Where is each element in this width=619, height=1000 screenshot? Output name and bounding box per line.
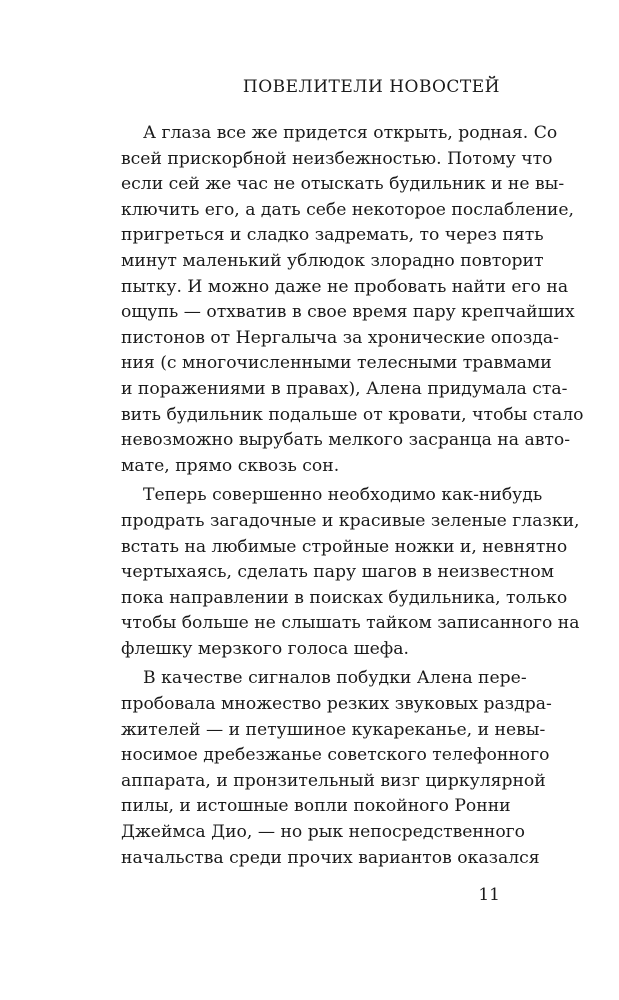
- running-title: ПОВЕЛИТЕЛИ НОВОСТЕЙ: [242, 77, 500, 97]
- text-line: всей прискорбной неизбежностью. Потому что: [121, 148, 553, 169]
- paragraph-2: [121, 483, 580, 662]
- text-line: В качестве сигналов побудки Алена пере-: [143, 668, 527, 689]
- paragraph-3: [121, 666, 552, 871]
- text-line: пригреться и сладко задремать, то через пять: [121, 225, 544, 246]
- text-line: продрать загадочные и красивые зеленые глазки,: [121, 510, 580, 531]
- text-line: если сей же час не отыскать будильник и не вы-: [121, 174, 565, 195]
- text-line: невозможно вырубать мелкого засранца на авто-: [121, 430, 571, 451]
- page-number: 11: [478, 885, 500, 905]
- text-line: начальства среди прочих вариантов оказался: [121, 847, 540, 868]
- text-line: носимое дребезжанье советского телефонного: [121, 745, 550, 766]
- text-line: мате, прямо сквозь сон.: [121, 455, 340, 476]
- text-line: пилы, и истошные вопли покойного Ронни: [121, 796, 511, 817]
- text-line: ключить его, а дать себе некоторое послабление,: [121, 199, 575, 220]
- text-line: пытку. И можно даже не пробовать найти его на: [121, 276, 569, 297]
- text-line: ощупь — отхватив в свое время пару крепчайших: [121, 302, 575, 323]
- paragraph-1: [121, 121, 584, 479]
- text-line: минут маленький ублюдок злорадно повторит: [121, 250, 544, 271]
- text-line: А глаза все же придется открыть, родная. Со: [143, 123, 558, 143]
- text-line: пистонов от Нергалыча за хронические опозда-: [121, 327, 559, 348]
- text-line: флешку мерзкого голоса шефа.: [121, 638, 409, 659]
- text-line: пробовала множество резких звуковых раздра-: [121, 694, 552, 715]
- text-line: вить будильник подальше от кровати, чтобы стало: [121, 404, 584, 425]
- text-line: встать на любимые стройные ножки и, невнятно: [121, 536, 568, 557]
- text-line: пока направлении в поисках будильника, только: [121, 587, 568, 608]
- text-line: аппарата, и пронзительный визг циркулярной: [121, 770, 546, 791]
- text-line: ния (с многочисленными телесными травмами: [121, 353, 552, 374]
- text-line: Теперь совершенно необходимо как-нибудь: [143, 485, 543, 506]
- text-line: Джеймса Дио, — но рык непосредственного: [121, 822, 526, 843]
- body-text: [121, 121, 584, 871]
- text-line: и поражениями в правах), Алена придумала ста-: [121, 378, 568, 399]
- text-line: чертыхаясь, сделать пару шагов в неизвестном: [121, 562, 555, 583]
- text-line: чтобы больше не слышать тайком записанного на: [121, 613, 580, 634]
- text-line: жителей — и петушиное кукареканье, и невы-: [121, 719, 546, 740]
